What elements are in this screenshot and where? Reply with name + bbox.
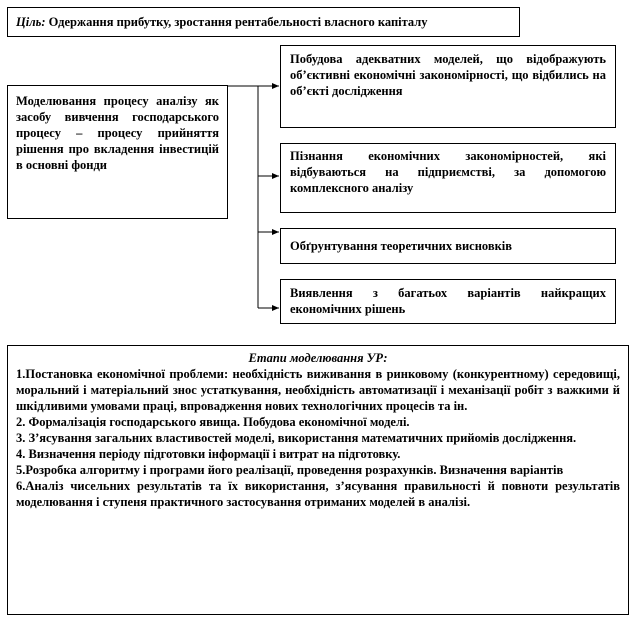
stages-title: Етапи моделювання УР:	[248, 351, 388, 365]
stage-item-2: 2. Формалізація господарського явища. Побудова економічної моделі.	[16, 415, 410, 429]
outcome-text-4: Виявлення з багатьох варіантів найкращих економічних рішень	[290, 286, 606, 316]
stage-item-3: 3. З’ясування загальних властивостей моделі, використання математичних прийомів дослідження.	[16, 431, 577, 445]
stage-item-6: 6.Аналіз чисельних результатів та їх використання, з’ясування правильності й повноти результатів моделювання і ступеня практичного застосування отриманих моделей в аналізі.	[16, 479, 620, 509]
outcome-text-2: Пізнання економічних закономірностей, які відбуваються на підприємстві, за допомогою комплексного аналізу	[290, 149, 606, 195]
outcome-box-1	[280, 45, 616, 128]
outcome-box-2	[280, 143, 616, 213]
modeling-text: Моделювання процесу аналізу як засобу вивчення господарського процесу – процесу прийняття рішення про вкладення інвестицій в основні фонди	[16, 94, 219, 172]
goal-label: Ціль:	[16, 15, 46, 29]
stage-item-5: 5.Розробка алгоритму і програми його реалізації, проведення розрахунків. Визначення варіантів	[16, 463, 564, 477]
outcome-text-3: Обґрунтування теоретичних висновків	[290, 239, 513, 253]
outcome-text-1: Побудова адекватних моделей, що відображують об’єктивні економічні закономірності, що відбились на об’єкті дослідження	[290, 52, 606, 98]
outcome-box-3	[280, 228, 616, 264]
outcome-box-4	[280, 279, 616, 324]
stages-box	[7, 345, 629, 615]
goal-box	[7, 7, 520, 37]
stage-item-4: 4. Визначення періоду підготовки інформації і витрат на підготовку.	[16, 447, 401, 461]
stage-item-1: 1.Постановка економічної проблеми: необхідність виживання в ринковому (конкурентному) середовищі, моральний і матеріальний знос устаткування, необхідність автоматизації і механізації робіт з важкими й шкідливими умовами праці, впровадження нових технологічних процесів та ін.	[16, 367, 620, 413]
goal-text: Одержання прибутку, зростання рентабельності власного капіталу	[45, 15, 428, 29]
modeling-box	[7, 85, 228, 219]
